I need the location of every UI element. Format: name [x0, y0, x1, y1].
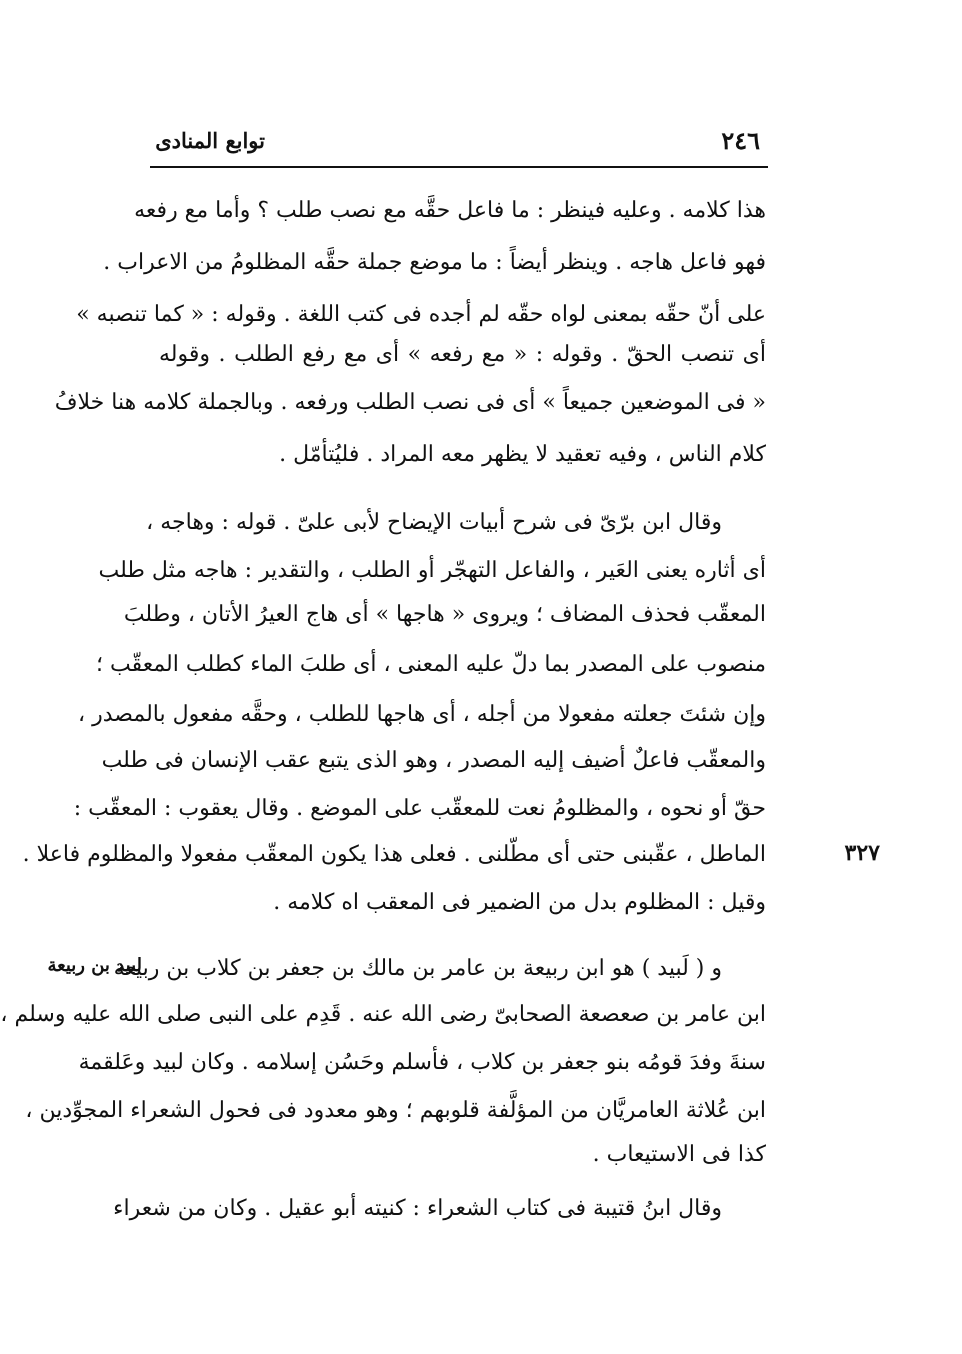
text-line: كذا فى الاستيعاب . — [592, 1142, 766, 1167]
text-line: على أنّ حقّه بمعنى لواه حقّه لم أجده فى كتب اللغة . وقوله : « كما تنصبه » — [76, 302, 766, 327]
text-line: المعقّب فحذف المضاف ؛ ويروى « هاجها » أى هاج العيرُ الأتان ، وطلبَ — [123, 602, 766, 627]
running-header — [150, 126, 770, 166]
text-line: « فى الموضعين جميعاً » أى فى نصب الطلب ورفعه . وبالجملة كلامه هنا خلافُ — [54, 390, 766, 415]
page-number: ٢٤٦ — [721, 126, 760, 155]
text-line: ابن عُلاثة العامريَّان من المؤلَّفة قلوبهم ؛ وهو معدود فى فحول الشعراء المجوِّدين ، — [25, 1098, 766, 1123]
header-divider — [150, 166, 768, 168]
text-line: كلام الناس ، وفيه تعقيد لا يظهر معه المراد . فليُتأمّل . — [279, 442, 766, 467]
text-line: و ( لَبيد ) هو ابن ربيعة بن عامر بن مالك بن جعفر بن كلاب بن ربيعة — [113, 956, 722, 981]
text-line: وقال ابنُ قتيبة فى كتاب الشعراء : كنيته أبو عقيل . وكان من شعراء — [113, 1196, 722, 1221]
margin-entry-name: لبيد بن ربيعة — [47, 955, 142, 976]
text-line: أى تنصب الحقّ . وقوله : « مع رفعه » أى مع رفع الطلب . وقوله — [159, 342, 766, 367]
text-line: وإن شئتَ جعلته مفعولا من أجله ، أى هاجها للطلب ، وحقَّه مفعول بالمصدر ، — [78, 702, 766, 727]
margin-entry-number: ٣٢٧ — [844, 840, 880, 866]
text-line: هذا كلامه . وعليه فينظر : ما فاعل حقَّه مع نصب طلب ؟ وأما مع رفعه — [134, 198, 766, 223]
text-line: وقيل : المظلوم بدل من الضمير فى المعقب اه كلامه . — [273, 890, 766, 915]
text-line: ابن عامر بن صعصعة الصحابىّ رضى الله عنه . قَدِم على النبى صلى الله عليه وسلم ، — [0, 1002, 766, 1027]
text-line: وقال ابن برّىّ فى شرح أبيات الإيضاح لأبى علىّ . قوله : وهاجه ، — [146, 510, 722, 535]
text-line: فهو فاعل هاجه . وينظر أيضاً : ما موضع جملة حقَّه المظلومُ من الاعراب . — [103, 250, 766, 275]
text-line: والمعقّب فاعلٌ أضيف إليه المصدر ، وهو الذى يتبع عقب الإنسان فى طلب — [101, 748, 766, 773]
text-line: أى أثاره يعنى العَير ، والفاعل التهجّر أو الطلب ، والتقدير : هاجه مثل طلب — [98, 558, 766, 583]
text-line: منصوب على المصدر بما دلّ عليه المعنى ، أى طلبَ الماء كطلب المعقّب ؛ — [95, 652, 766, 677]
text-line: سنةَ وفدَ قومُه بنو جعفر بن كلاب ، فأسلم وحَسُن إسلامه . وكان لبيد وعَلقمة — [78, 1050, 766, 1075]
text-line: الماطل ، عقّبنى حتى أى مطّلنى . فعلى هذا يكون المعقّب مفعولا والمظلوم فاعلا . — [22, 842, 766, 867]
chapter-title: توابع المنادى — [155, 128, 265, 153]
text-line: حقّ أو نحوه ، والمظلومُ نعت للمعقّب على الموضع . وقال يعقوب : المعقّب : — [73, 796, 766, 821]
